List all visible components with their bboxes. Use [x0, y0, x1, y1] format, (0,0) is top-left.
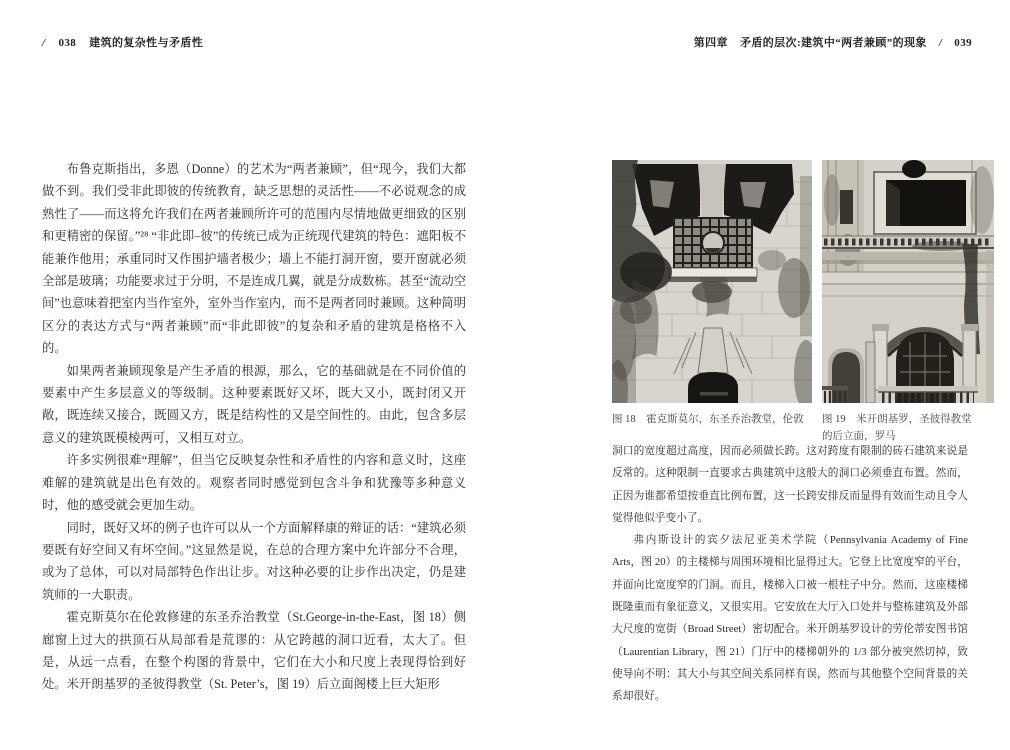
header-slash: /	[42, 37, 46, 49]
baroque-facade-illustration	[822, 160, 994, 403]
chapter-title: 矛盾的层次:建筑中“两者兼顾”的现象	[739, 37, 927, 49]
paragraph: 洞口的宽度超过高度，因而必须做长跨。这对跨度有限制的砖石建筑来说是反常的。这种限制一直要求古典建筑中这般大的洞口必须垂直布置。然而，正因为谁都希望按垂直比例布置，这一长跨安排反而显得有效而生动且令人觉得他似乎变小了。	[612, 445, 968, 524]
paragraph: 同时，既好又坏的例子也许可以从一个方面解释康的辩证的话：“建筑必须要既有好空间又有坏空间。”这显然是说，在总的合理方案中允许部分不合理，或为了总体，可以对局部特色作出让步。对这种必要的让步作出决定，仍是建筑师的一大职责。	[42, 520, 466, 602]
figure-18-photo	[612, 160, 812, 403]
left-page-body-text	[42, 158, 466, 696]
running-header-right	[694, 34, 972, 50]
paragraph: 弗内斯设计的宾夕法尼亚美术学院（Pennsylvania Academy of Fine Arts，图 20）的主楼梯与周围环境相比显得过大。它登上比宽度窄的平台，并面向比宽度窄的门洞。而且，楼梯入口被一根柱子中分。然而，这座楼梯既隆重而有象征意义，又很实用。它安放在大厅入口处并与整栋建筑及外部大尺度的宽街（Broad Street）密切配合。米开朗基罗设计的劳伦蒂安图书馆（Laurentian Library，图 21）门厅中的楼梯朝外的 1/3 部分被突然切掉，致使导向不明：其大小与其空间关系同样有误，然而与其他整个空间背景的关系却很好。	[612, 534, 968, 703]
chapter-label: 第四章	[693, 37, 728, 49]
page-number-left: 038	[58, 37, 77, 49]
paragraph: 霍克斯莫尔在伦敦修建的东圣乔治教堂（St.George-in-the-East，图 18）侧廊窗上过大的拱顶石从局部看是荒谬的：从它跨越的洞口近看，太大了。但是，从远一点看，在整个构图的背景中，它们在大小和尺度上表现得恰到好处。米开朗基罗的圣彼得教堂（St. Peter’s，图 19）后立面阁楼上巨大矩形	[42, 610, 466, 692]
paragraph: 许多实例很难“理解”，但当它反映复杂性和矛盾性的内容和意义时，这座难解的建筑就是出色有效的。观察者同时感觉到包含斗争和犹豫等多种意义时，他的感受就会更加生动。	[42, 453, 466, 513]
header-slash: /	[938, 37, 943, 49]
figure-19-photo	[822, 160, 994, 403]
figure-19-caption: 图 19 米开朗基罗，圣彼得教堂的后立面，罗马	[822, 414, 972, 442]
right-page-body-text	[612, 440, 968, 708]
figure-18-caption: 图 18 霍克斯莫尔，东圣乔治教堂，伦敦	[612, 414, 804, 425]
paragraph: 布鲁克斯指出，多恩（Donne）的艺术为“两者兼顾”，但“现今，我们大都做不到。我们受非此即彼的传统教育，缺乏思想的灵活性——不必说观念的成熟性了——而这将允许我们在两者兼顾所许可的范围内尽情地做更细致的区别和更精密的保留。”²⁸ “非此即–彼”的传统已成为正统现代建筑的特色：遮阳板不能兼作他用；承重同时又作围护墙者极少；墙上不能打洞开窗，要开窗就必须全部是玻璃；功能要求过于分明，不是连成几翼，就是分成数栋。甚至“流动空间”也意味着把室内当作室外，室外当作室内，而不是两者同时兼顾。这种简明区分的表达方式与“两者兼顾”而“非此即彼”的复杂和矛盾的建筑是格格不入的。	[42, 162, 466, 356]
page-number-right: 039	[954, 37, 972, 49]
paragraph: 如果两者兼顾现象是产生矛盾的根源，那么，它的基础就是在不同价值的要素中产生多层意义的等级制。这种要素既好又坏，既大又小，既封闭又开敞，既连续又接合，既圆又方，既是结构性的又是空间性的。由此，包含多层意义的建筑既模棱两可，又相互对立。	[42, 363, 466, 445]
running-header-left	[42, 34, 203, 50]
book-title: 建筑的复杂性与矛盾性	[89, 37, 204, 49]
stone-wall-window-illustration	[612, 160, 812, 403]
